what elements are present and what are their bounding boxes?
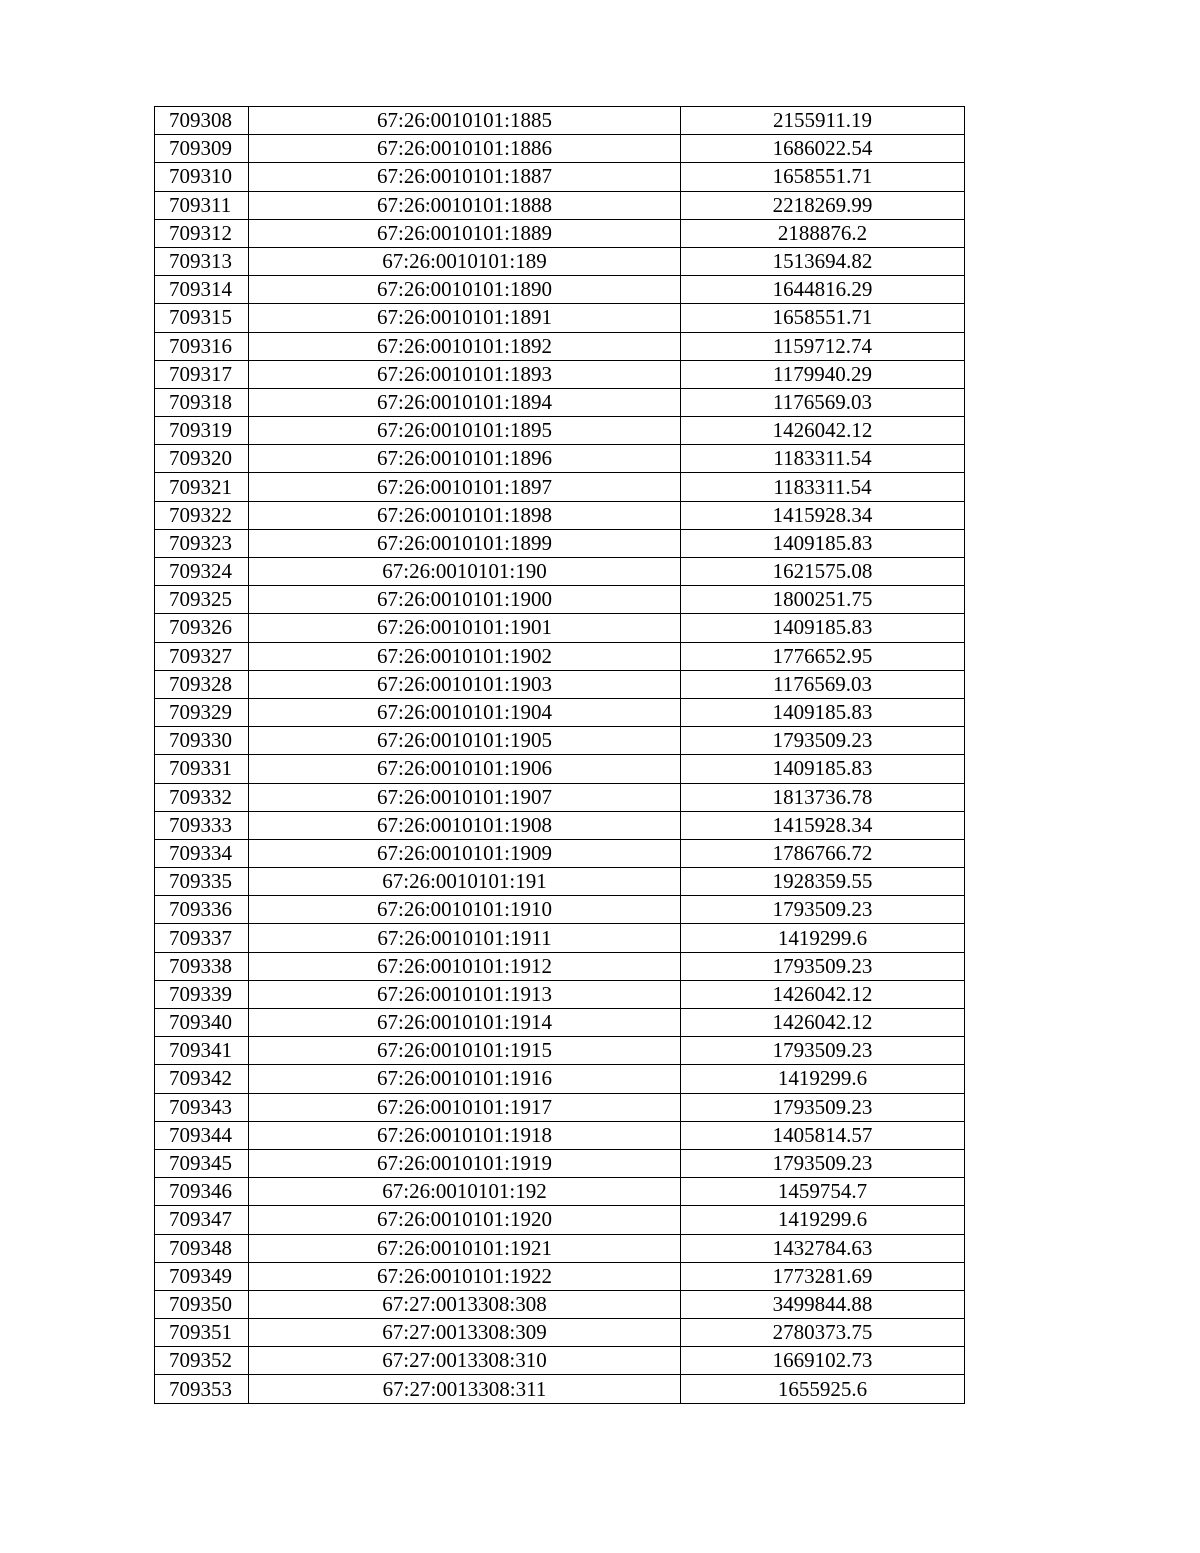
cadastral-number-cell: 67:26:0010101:1894 [249,388,681,416]
row-number-cell: 709318 [155,388,249,416]
row-number-cell: 709349 [155,1262,249,1290]
cadastral-number-cell: 67:26:0010101:1897 [249,473,681,501]
table-row [155,839,965,867]
row-number-cell: 709338 [155,952,249,980]
row-number-cell: 709343 [155,1093,249,1121]
cadastral-value-cell: 2218269.99 [681,191,965,219]
cadastral-value-cell: 1658551.71 [681,304,965,332]
cadastral-number-cell: 67:26:0010101:1914 [249,1009,681,1037]
table-row [155,924,965,952]
cadastral-number-cell: 67:26:0010101:1921 [249,1234,681,1262]
table-row [155,1065,965,1093]
cadastral-number-cell: 67:26:0010101:1920 [249,1206,681,1234]
cadastral-value-cell: 1183311.54 [681,473,965,501]
cadastral-number-cell: 67:26:0010101:1906 [249,755,681,783]
row-number-cell: 709326 [155,614,249,642]
row-number-cell: 709309 [155,135,249,163]
row-number-cell: 709322 [155,501,249,529]
cadastral-value-cell: 2780373.75 [681,1319,965,1347]
row-number-cell: 709344 [155,1121,249,1149]
cadastral-value-cell: 1179940.29 [681,360,965,388]
cadastral-number-cell: 67:26:0010101:1891 [249,304,681,332]
cadastral-value-cell: 1786766.72 [681,839,965,867]
cadastral-value-cell: 1183311.54 [681,445,965,473]
cadastral-number-cell: 67:26:0010101:1911 [249,924,681,952]
cadastral-value-cell: 1658551.71 [681,163,965,191]
cadastral-value-cell: 1426042.12 [681,1009,965,1037]
table-row [155,614,965,642]
table-row [155,107,965,135]
cadastral-value-cell: 1669102.73 [681,1347,965,1375]
cadastral-value-cell: 1686022.54 [681,135,965,163]
table-row [155,558,965,586]
cadastral-value-cell: 1409185.83 [681,755,965,783]
cadastral-number-cell: 67:26:0010101:1888 [249,191,681,219]
table-row [155,1206,965,1234]
cadastral-value-cell: 1415928.34 [681,501,965,529]
cadastral-value-cell: 1813736.78 [681,783,965,811]
cadastral-value-cell: 1415928.34 [681,811,965,839]
row-number-cell: 709341 [155,1037,249,1065]
row-number-cell: 709342 [155,1065,249,1093]
table-row [155,163,965,191]
row-number-cell: 709327 [155,642,249,670]
cadastral-number-cell: 67:27:0013308:308 [249,1290,681,1318]
cadastral-number-cell: 67:26:0010101:1903 [249,670,681,698]
cadastral-number-cell: 67:26:0010101:1908 [249,811,681,839]
cadastral-value-cell: 1419299.6 [681,924,965,952]
row-number-cell: 709325 [155,586,249,614]
table-row [155,388,965,416]
table-row [155,1319,965,1347]
table-row [155,727,965,755]
cadastral-number-cell: 67:26:0010101:1909 [249,839,681,867]
table-row [155,1093,965,1121]
row-number-cell: 709333 [155,811,249,839]
cadastral-number-cell: 67:26:0010101:1887 [249,163,681,191]
cadastral-value-cell: 1793509.23 [681,727,965,755]
row-number-cell: 709337 [155,924,249,952]
row-number-cell: 709321 [155,473,249,501]
cadastral-value-cell: 1793509.23 [681,896,965,924]
cadastral-value-cell: 2155911.19 [681,107,965,135]
row-number-cell: 709346 [155,1178,249,1206]
cadastral-number-cell: 67:26:0010101:1901 [249,614,681,642]
cadastral-number-cell: 67:26:0010101:192 [249,1178,681,1206]
row-number-cell: 709310 [155,163,249,191]
table-row [155,247,965,275]
cadastral-value-cell: 1655925.6 [681,1375,965,1403]
table-row [155,896,965,924]
cadastral-value-cell: 1644816.29 [681,276,965,304]
table-row [155,1347,965,1375]
table-row [155,980,965,1008]
row-number-cell: 709324 [155,558,249,586]
cadastral-value-cell: 1800251.75 [681,586,965,614]
row-number-cell: 709348 [155,1234,249,1262]
row-number-cell: 709319 [155,417,249,445]
row-number-cell: 709345 [155,1149,249,1177]
row-number-cell: 709328 [155,670,249,698]
cadastral-number-cell: 67:26:0010101:1896 [249,445,681,473]
table-row [155,219,965,247]
row-number-cell: 709350 [155,1290,249,1318]
row-number-cell: 709312 [155,219,249,247]
cadastral-value-cell: 1793509.23 [681,952,965,980]
table-row [155,1290,965,1318]
table-row [155,332,965,360]
cadastral-number-cell: 67:26:0010101:1916 [249,1065,681,1093]
table-body [155,107,965,1404]
row-number-cell: 709315 [155,304,249,332]
cadastral-value-cell: 1405814.57 [681,1121,965,1149]
table-row [155,1037,965,1065]
table-row [155,501,965,529]
cadastral-number-cell: 67:27:0013308:309 [249,1319,681,1347]
cadastral-value-cell: 1513694.82 [681,247,965,275]
cadastral-number-cell: 67:26:0010101:1885 [249,107,681,135]
table-row [155,811,965,839]
table-row [155,1234,965,1262]
cadastral-number-cell: 67:26:0010101:1918 [249,1121,681,1149]
table-row [155,1149,965,1177]
row-number-cell: 709311 [155,191,249,219]
row-number-cell: 709323 [155,529,249,557]
cadastral-value-cell: 1419299.6 [681,1206,965,1234]
cadastral-value-table [154,106,965,1404]
cadastral-number-cell: 67:26:0010101:1898 [249,501,681,529]
table-row [155,868,965,896]
row-number-cell: 709347 [155,1206,249,1234]
table-row [155,360,965,388]
cadastral-number-cell: 67:26:0010101:1900 [249,586,681,614]
row-number-cell: 709308 [155,107,249,135]
cadastral-number-cell: 67:26:0010101:1895 [249,417,681,445]
table-row [155,276,965,304]
cadastral-number-cell: 67:26:0010101:1904 [249,698,681,726]
cadastral-value-cell: 1793509.23 [681,1149,965,1177]
table-row [155,783,965,811]
cadastral-number-cell: 67:26:0010101:1902 [249,642,681,670]
cadastral-value-cell: 3499844.88 [681,1290,965,1318]
row-number-cell: 709351 [155,1319,249,1347]
table-row [155,755,965,783]
cadastral-number-cell: 67:26:0010101:1890 [249,276,681,304]
row-number-cell: 709316 [155,332,249,360]
cadastral-number-cell: 67:27:0013308:311 [249,1375,681,1403]
cadastral-number-cell: 67:26:0010101:191 [249,868,681,896]
row-number-cell: 709332 [155,783,249,811]
row-number-cell: 709336 [155,896,249,924]
cadastral-value-cell: 1776652.95 [681,642,965,670]
cadastral-number-cell: 67:26:0010101:1905 [249,727,681,755]
cadastral-value-cell: 1773281.69 [681,1262,965,1290]
cadastral-value-cell: 1409185.83 [681,529,965,557]
cadastral-number-cell: 67:27:0013308:310 [249,1347,681,1375]
cadastral-number-cell: 67:26:0010101:1899 [249,529,681,557]
row-number-cell: 709340 [155,1009,249,1037]
row-number-cell: 709352 [155,1347,249,1375]
table-row [155,670,965,698]
table-row [155,417,965,445]
row-number-cell: 709334 [155,839,249,867]
row-number-cell: 709330 [155,727,249,755]
table-row [155,1178,965,1206]
cadastral-value-cell: 1159712.74 [681,332,965,360]
cadastral-number-cell: 67:26:0010101:1886 [249,135,681,163]
row-number-cell: 709320 [155,445,249,473]
row-number-cell: 709313 [155,247,249,275]
table-row [155,445,965,473]
row-number-cell: 709339 [155,980,249,1008]
cadastral-value-cell: 1432784.63 [681,1234,965,1262]
cadastral-number-cell: 67:26:0010101:1913 [249,980,681,1008]
cadastral-value-cell: 1426042.12 [681,980,965,1008]
table-row [155,1121,965,1149]
cadastral-number-cell: 67:26:0010101:1915 [249,1037,681,1065]
row-number-cell: 709317 [155,360,249,388]
table-row [155,1375,965,1403]
cadastral-number-cell: 67:26:0010101:1917 [249,1093,681,1121]
table-row [155,1009,965,1037]
row-number-cell: 709335 [155,868,249,896]
table-row [155,473,965,501]
row-number-cell: 709314 [155,276,249,304]
table-row [155,135,965,163]
table-row [155,529,965,557]
table-row [155,304,965,332]
cadastral-value-cell: 2188876.2 [681,219,965,247]
table-row [155,642,965,670]
cadastral-number-cell: 67:26:0010101:1912 [249,952,681,980]
cadastral-value-cell: 1419299.6 [681,1065,965,1093]
cadastral-number-cell: 67:26:0010101:1919 [249,1149,681,1177]
cadastral-value-cell: 1928359.55 [681,868,965,896]
cadastral-value-cell: 1409185.83 [681,698,965,726]
cadastral-number-cell: 67:26:0010101:1892 [249,332,681,360]
cadastral-value-cell: 1176569.03 [681,670,965,698]
cadastral-number-cell: 67:26:0010101:1893 [249,360,681,388]
cadastral-value-cell: 1426042.12 [681,417,965,445]
row-number-cell: 709353 [155,1375,249,1403]
row-number-cell: 709329 [155,698,249,726]
cadastral-value-cell: 1409185.83 [681,614,965,642]
table-row [155,698,965,726]
cadastral-number-cell: 67:26:0010101:189 [249,247,681,275]
cadastral-number-cell: 67:26:0010101:1907 [249,783,681,811]
table-row [155,1262,965,1290]
cadastral-number-cell: 67:26:0010101:1910 [249,896,681,924]
cadastral-value-cell: 1176569.03 [681,388,965,416]
cadastral-value-cell: 1793509.23 [681,1037,965,1065]
cadastral-number-cell: 67:26:0010101:1922 [249,1262,681,1290]
table-row [155,952,965,980]
row-number-cell: 709331 [155,755,249,783]
cadastral-number-cell: 67:26:0010101:1889 [249,219,681,247]
cadastral-value-cell: 1459754.7 [681,1178,965,1206]
cadastral-number-cell: 67:26:0010101:190 [249,558,681,586]
table-row [155,586,965,614]
table-row [155,191,965,219]
cadastral-value-cell: 1621575.08 [681,558,965,586]
cadastral-value-cell: 1793509.23 [681,1093,965,1121]
